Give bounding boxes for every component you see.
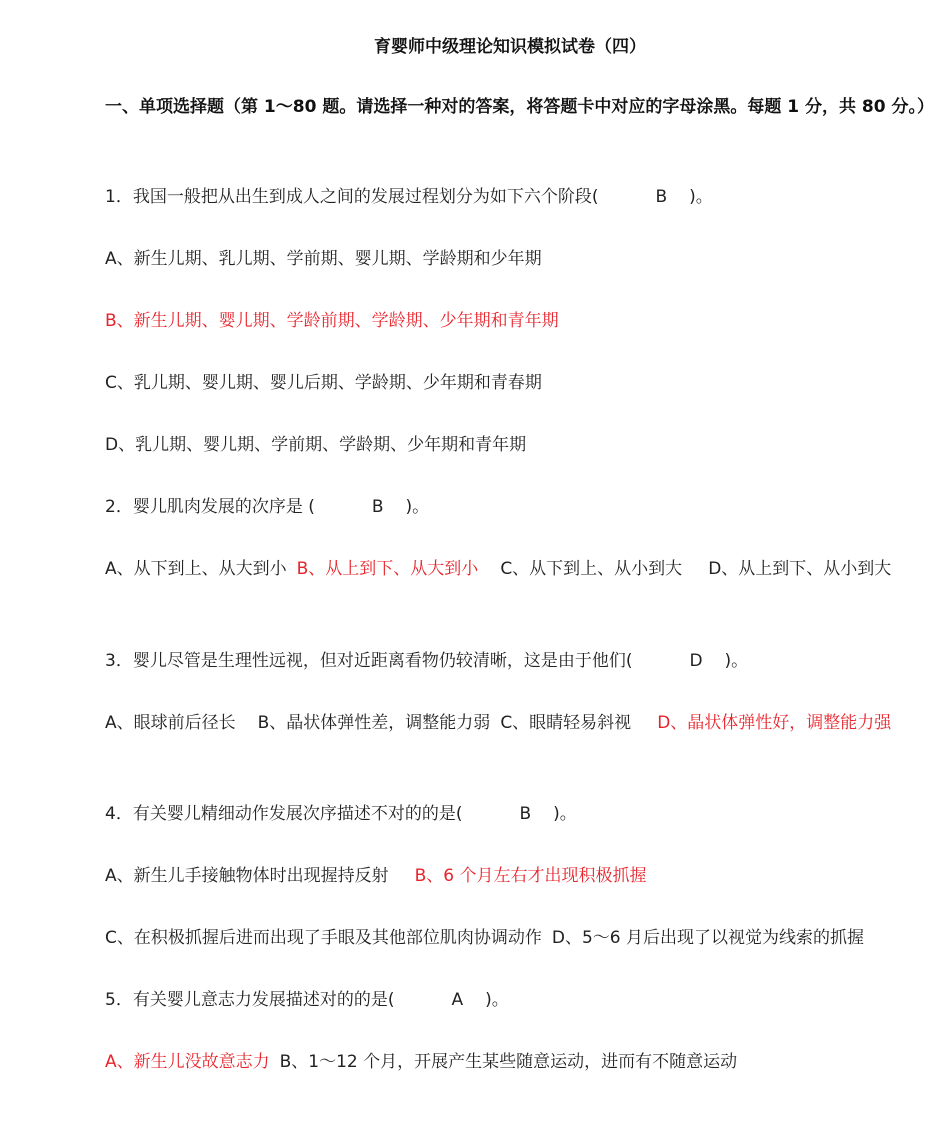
option-3a: A、眼球前后径长 <box>105 713 236 733</box>
option-1c: C、乳儿期、婴儿期、婴儿后期、学龄期、少年期和青春期 <box>105 373 542 393</box>
option-3d-correct: D、晶状体弹性好，调整能力强 <box>657 713 892 733</box>
question-stem-3 <box>70 646 932 676</box>
option-1a: A、新生儿期、乳儿期、学前期、婴儿期、学龄期和少年期 <box>105 249 542 269</box>
option-1b-correct: B、新生儿期、婴儿期、学龄前期、学龄期、少年期和青年期 <box>105 311 559 331</box>
option-3b: B、晶状体弹性差，调整能力弱 <box>257 713 491 733</box>
option-4d: D、5～6 月后出现了以视觉为线索的抓握 <box>551 928 865 948</box>
options-row-2 <box>70 554 932 584</box>
question-stem-text: 5．有关婴儿意志力发展描述对的的是( <box>105 990 395 1010</box>
answer-letter: A <box>451 990 464 1010</box>
question-stem-text: 3．婴儿尽管是生理性远视，但对近距离看物仍较清晰，这是由于他们( <box>105 651 633 671</box>
section-heading: 一、单项选择题（第 1～80 题。请选择一种对的答案，将答题卡中对应的字母涂黑。每题 1 分，共 80 分。） <box>105 97 934 117</box>
question-stem-2 <box>70 492 932 522</box>
option-4b-correct: B、6 个月左右才出现积极抓握 <box>414 866 647 886</box>
options-row-4a <box>70 861 932 891</box>
option-2a: A、从下到上、从大到小 <box>105 559 287 579</box>
answer-letter: B <box>519 804 532 824</box>
question-stem-text: 2．婴儿肌肉发展的次序是 ( <box>105 497 315 517</box>
option-2c: C、从下到上、从小到大 <box>500 559 683 579</box>
question-stem-text: 4．有关婴儿精细动作发展次序描述不对的的是( <box>105 804 463 824</box>
question-stem-close: )。 <box>485 990 509 1010</box>
question-stem-4 <box>70 799 932 829</box>
question-stem-5 <box>70 985 932 1015</box>
question-stem-text: 1．我国一般把从出生到成人之间的发展过程划分为如下六个阶段( <box>105 187 599 207</box>
option-3c: C、眼睛轻易斜视 <box>500 713 632 733</box>
options-row-3 <box>70 708 932 738</box>
answer-letter: B <box>371 497 384 517</box>
question-stem-close: )。 <box>553 804 577 824</box>
answer-letter: B <box>655 187 668 207</box>
option-2d: D、从上到下、从小到大 <box>708 559 892 579</box>
question-stem-close: )。 <box>405 497 430 517</box>
options-row-5 <box>70 1047 932 1077</box>
options-row-4b <box>70 923 932 953</box>
page-title: 育婴师中级理论知识模拟试卷（四） <box>374 37 646 57</box>
question-stem-close: )。 <box>724 651 749 671</box>
option-5b: B、1～12 个月，开展产生某些随意运动，进而有不随意运动 <box>279 1052 738 1072</box>
answer-letter: D <box>689 651 703 671</box>
question-stem-1 <box>70 182 932 212</box>
option-5a-correct: A、新生儿没故意志力 <box>105 1052 270 1072</box>
option-4a: A、新生儿手接触物体时出现握持反射 <box>105 866 389 886</box>
option-1d: D、乳儿期、婴儿期、学前期、学龄期、少年期和青年期 <box>105 435 527 455</box>
option-4c: C、在积极抓握后进而出现了手眼及其他部位肌肉协调动作 <box>105 928 542 948</box>
question-stem-close: )。 <box>689 187 713 207</box>
option-2b-correct: B、从上到下、从大到小 <box>296 559 479 579</box>
